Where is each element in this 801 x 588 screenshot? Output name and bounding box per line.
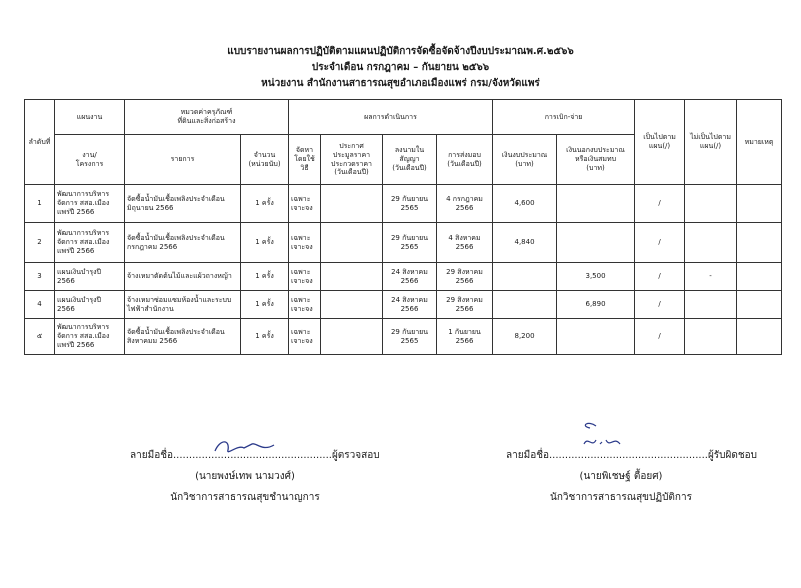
header-disbursement: การเบิก-จ่าย [493, 100, 635, 135]
row-as-planned: / [635, 223, 685, 263]
row-seq: 2 [25, 223, 55, 263]
row-budget [493, 291, 557, 319]
row-item: จัดซื้อน้ำมันเชื้อเพลิงประจำเดือน สิงหาคมม 2566 [125, 319, 241, 355]
row-seq: 3 [25, 263, 55, 291]
table-row [25, 185, 782, 223]
table-row [25, 319, 782, 355]
row-non-budget: 6,890 [557, 291, 635, 319]
signer-name-right: (นายพิเชษฐ์ ตื้อยศ) [579, 471, 663, 482]
row-delivery: 1 กันยายน 2566 [437, 319, 493, 355]
row-not-as-planned [685, 223, 737, 263]
row-delivery: 4 สิงหาคม 2566 [437, 223, 493, 263]
row-sign-date: 29 กันยายน 2565 [383, 185, 437, 223]
row-as-planned: / [635, 263, 685, 291]
row-sign-date: 29 กันยายน 2565 [383, 223, 437, 263]
row-item: จัดซื้อน้ำมันเชื้อเพลิงประจำเดือน กรกฎาคม 2566 [125, 223, 241, 263]
header-category: หมวดค่าครุภัณฑ์ ที่ดินและสิ่งก่อสร้าง [125, 100, 289, 135]
report-title: แบบรายงานผลการปฏิบัติตามแผนปฏิบัติการจัดซื้อจัดจ้างปีงบประมาณพ.ศ.๒๕๖๖ [227, 46, 574, 57]
table-row [25, 223, 782, 263]
row-budget: 8,200 [493, 319, 557, 355]
row-qty: 1 ครั้ง [241, 291, 289, 319]
row-not-as-planned [685, 185, 737, 223]
signature-line-right: ลายมือชื่อ..................................................ผู้รับผิดชอบ [506, 450, 758, 461]
row-not-as-planned [685, 319, 737, 355]
signer-position-right: นักวิชาการสาธารณสุขปฏิบัติการ [550, 492, 692, 503]
handwritten-signature-left [210, 436, 280, 458]
header-budget: เงินงบประมาณ (บาท) [493, 135, 557, 185]
row-not-as-planned [685, 291, 737, 319]
row-qty: 1 ครั้ง [241, 223, 289, 263]
row-as-planned: / [635, 291, 685, 319]
row-project: พัฒนาการบริหาร จัดการ สสอ.เมือง แพร่ปี 2566 [55, 223, 125, 263]
header-delivery: การส่งมอบ (วันเดือนปี) [437, 135, 493, 185]
row-project: แผนเงินบำรุงปี 2566 [55, 291, 125, 319]
header-plan: แผนงาน [55, 100, 125, 135]
row-budget [493, 263, 557, 291]
row-announce [321, 185, 383, 223]
row-sign-date: 24 สิงหาคม 2566 [383, 291, 437, 319]
header-item: รายการ [125, 135, 241, 185]
header-method: จัดหา โดยใช้ วิธี [289, 135, 321, 185]
report-agency: หน่วยงาน สำนักงานสาธารณสุขอำเภอเมืองแพร่ กรม/จังหวัดแพร่ [261, 78, 540, 89]
row-seq: 1 [25, 185, 55, 223]
row-announce [321, 223, 383, 263]
row-method: เฉพาะ เจาะจง [289, 185, 321, 223]
row-sign-date: 29 กันยายน 2565 [383, 319, 437, 355]
row-item: จัดซื้อน้ำมันเชื้อเพลิงประจำเดือน มิถุนายน 2566 [125, 185, 241, 223]
report-period: ประจำเดือน กรกฎาคม – กันยายน ๒๕๖๖ [311, 62, 490, 73]
row-announce [321, 291, 383, 319]
procurement-report-table [24, 99, 782, 355]
header-project: งาน/ โครงการ [55, 135, 125, 185]
row-item: จ้างเหมาซ่อมแซมห้องน้ำและระบบ ไฟฟ้าสำนักงาน [125, 291, 241, 319]
row-delivery: 29 สิงหาคม 2566 [437, 291, 493, 319]
row-announce [321, 263, 383, 291]
header-sign-date: ลงนามใน สัญญา (วันเดือนปี) [383, 135, 437, 185]
signer-name-left: (นายพงษ์เทพ นามวงศ์) [195, 471, 295, 482]
row-as-planned: / [635, 185, 685, 223]
header-remark: หมายเหตุ [737, 100, 782, 185]
header-operation: ผลการดำเนินการ [289, 100, 493, 135]
row-project: พัฒนาการบริหาร จัดการ สสอ.เมือง แพร่ปี 2566 [55, 319, 125, 355]
row-qty: 1 ครั้ง [241, 185, 289, 223]
row-method: เฉพาะ เจาะจง [289, 291, 321, 319]
signature-line-left: ลายมือชื่อ..................................................ผู้ตรวจสอบ [130, 450, 380, 461]
header-announce: ประกาศ ประมูลราคา ประกวดราคา (วันเดือนปี) [321, 135, 383, 185]
header-seq: ลำดับที่ [25, 100, 55, 185]
header-not-as-planned: ไม่เป็นไปตาม แผน(/) [685, 100, 737, 185]
row-remark [737, 291, 782, 319]
row-method: เฉพาะ เจาะจง [289, 263, 321, 291]
table-row [25, 263, 782, 291]
row-budget: 4,840 [493, 223, 557, 263]
row-non-budget [557, 319, 635, 355]
header-non-budget: เงินนอกงบประมาณ หรือเงินสมทบ (บาท) [557, 135, 635, 185]
row-project: พัฒนาการบริหาร จัดการ สสอ.เมือง แพร่ปี 2566 [55, 185, 125, 223]
row-seq: 4 [25, 291, 55, 319]
row-delivery: 4 กรกฎาคม 2566 [437, 185, 493, 223]
header-as-planned: เป็นไปตาม แผน(/) [635, 100, 685, 185]
row-non-budget [557, 185, 635, 223]
row-remark [737, 263, 782, 291]
row-budget: 4,600 [493, 185, 557, 223]
signer-position-left: นักวิชาการสาธารณสุขชำนาญการ [170, 492, 320, 503]
row-non-budget [557, 223, 635, 263]
row-qty: 1 ครั้ง [241, 263, 289, 291]
row-non-budget: 3,500 [557, 263, 635, 291]
table-row [25, 291, 782, 319]
row-sign-date: 24 สิงหาคม 2566 [383, 263, 437, 291]
header-qty: จำนวน (หน่วยนับ) [241, 135, 289, 185]
row-qty: 1 ครั้ง [241, 319, 289, 355]
signature-block-right [506, 448, 758, 505]
row-method: เฉพาะ เจาะจง [289, 319, 321, 355]
row-project: แผนเงินบำรุงปี 2566 [55, 263, 125, 291]
row-remark [737, 223, 782, 263]
row-as-planned: / [635, 319, 685, 355]
handwritten-signature-right [578, 418, 628, 452]
row-method: เฉพาะ เจาะจง [289, 223, 321, 263]
row-delivery: 29 สิงหาคม 2566 [437, 263, 493, 291]
row-not-as-planned: - [685, 263, 737, 291]
row-seq: ๕ [25, 319, 55, 355]
row-item: จ้างเหมาตัดต้นไม้และแผ้วถางหญ้า [125, 263, 241, 291]
row-announce [321, 319, 383, 355]
row-remark [737, 185, 782, 223]
row-remark [737, 319, 782, 355]
